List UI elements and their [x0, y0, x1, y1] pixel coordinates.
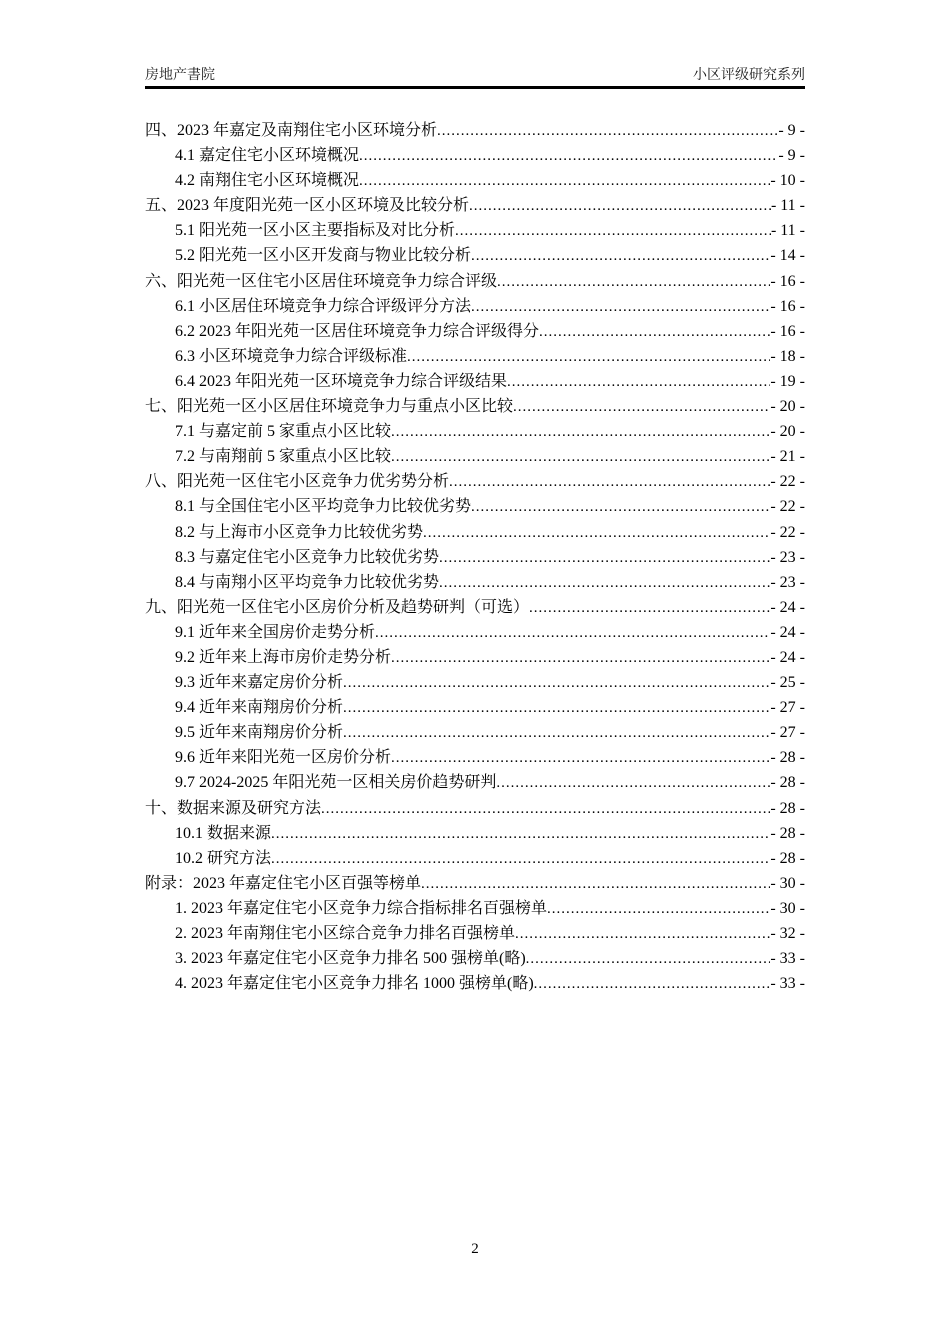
toc-leader-dots	[526, 950, 771, 968]
toc-leader-dots	[407, 348, 770, 366]
toc-entry-page: - 22 -	[770, 473, 805, 491]
toc-entry-title: 五、2023 年度阳光苑一区小区环境及比较分析	[145, 197, 470, 215]
toc-entry-title: 4.2 南翔住宅小区环境概况	[175, 172, 360, 190]
toc-entry-page: - 30 -	[770, 874, 805, 892]
toc-entry-title: 6.2 2023 年阳光苑一区居住环境竞争力综合评级得分	[175, 322, 540, 340]
toc-entry-page: - 18 -	[770, 347, 805, 365]
header-divider	[145, 86, 805, 89]
toc-entry-title: 5.1 阳光苑一区小区主要指标及对比分析	[175, 222, 456, 240]
toc-entry-title: 附录：2023 年嘉定住宅小区百强等榜单	[145, 874, 422, 892]
toc-entry-title: 9.5 近年来南翔房价分析	[175, 724, 344, 742]
toc-entry[interactable]	[145, 343, 805, 368]
running-header	[145, 64, 805, 84]
toc-entry-page: - 9 -	[778, 122, 805, 139]
toc-entry-page: - 28 -	[770, 799, 805, 817]
toc-entry-page: - 25 -	[770, 674, 805, 692]
toc-leader-dots	[391, 649, 770, 667]
toc-leader-dots	[497, 273, 770, 291]
toc-entry-title: 六、阳光苑一区住宅小区居住环境竞争力综合评级	[145, 272, 498, 290]
toc-leader-dots	[449, 473, 770, 491]
toc-entry[interactable]	[145, 744, 805, 769]
toc-entry-page: - 33 -	[770, 975, 805, 993]
toc-entry-title: 6.4 2023 年阳光苑一区环境竞争力综合评级结果	[175, 372, 508, 390]
toc-entry[interactable]	[145, 569, 805, 594]
toc-entry-title: 7.1 与嘉定前 5 家重点小区比较	[175, 423, 392, 441]
toc-entry-title: 4. 2023 年嘉定住宅小区竞争力排名 1000 强榜单(略)	[175, 975, 534, 993]
toc-leader-dots	[539, 323, 770, 341]
toc-leader-dots	[437, 122, 778, 140]
toc-entry-title: 6.3 小区环境竞争力综合评级标准	[175, 347, 408, 365]
toc-entry-title: 6.1 小区居住环境竞争力综合评级评分方法	[175, 297, 472, 315]
toc-entry-page: - 24 -	[770, 598, 805, 616]
toc-entry-title: 四、2023 年嘉定及南翔住宅小区环境分析	[145, 122, 438, 139]
toc-entry[interactable]	[145, 594, 805, 619]
toc-entry-title: 8.3 与嘉定住宅小区竞争力比较优劣势	[175, 548, 440, 566]
toc-entry[interactable]	[145, 393, 805, 418]
toc-entry-page: - 20 -	[770, 398, 805, 416]
toc-leader-dots	[343, 674, 770, 692]
toc-entry-title: 7.2 与南翔前 5 家重点小区比较	[175, 448, 392, 466]
toc-leader-dots	[515, 925, 770, 943]
toc-entry-page: - 21 -	[770, 448, 805, 466]
toc-entry[interactable]	[145, 769, 805, 794]
toc-entry-page: - 33 -	[770, 950, 805, 968]
toc-entry-page: - 19 -	[770, 372, 805, 390]
toc-leader-dots	[375, 624, 770, 642]
toc-entry-title: 10.1 数据来源	[175, 824, 272, 842]
toc-entry-title: 十、数据来源及研究方法	[145, 799, 322, 817]
toc-leader-dots	[534, 975, 771, 993]
toc-entry[interactable]	[145, 870, 805, 895]
toc-entry-page: - 28 -	[770, 774, 805, 792]
toc-leader-dots	[471, 247, 770, 265]
toc-entry-title: 9.3 近年来嘉定房价分析	[175, 674, 344, 692]
toc-entry-page: - 28 -	[770, 824, 805, 842]
toc-leader-dots	[421, 875, 770, 893]
toc-entry-title: 九、阳光苑一区住宅小区房价分析及趋势研判（可选）	[145, 598, 530, 616]
toc-entry-title: 9.1 近年来全国房价走势分析	[175, 623, 376, 641]
toc-entry[interactable]	[145, 443, 805, 468]
toc-leader-dots	[547, 900, 770, 918]
toc-leader-dots	[471, 298, 770, 316]
toc-entry-page: - 11 -	[770, 197, 805, 215]
toc-entry-page: - 28 -	[770, 749, 805, 767]
toc-leader-dots	[359, 147, 778, 165]
toc-entry-title: 1. 2023 年嘉定住宅小区竞争力综合指标排名百强榜单	[175, 899, 548, 917]
toc-entry-page: - 16 -	[770, 272, 805, 290]
toc-entry-page: - 22 -	[770, 498, 805, 516]
toc-entry[interactable]	[145, 669, 805, 694]
toc-entry-page: - 23 -	[770, 548, 805, 566]
toc-entry-page: - 27 -	[770, 699, 805, 717]
toc-leader-dots	[529, 599, 770, 617]
toc-entry-title: 3. 2023 年嘉定住宅小区竞争力排名 500 强榜单(略)	[175, 950, 526, 968]
toc-entry[interactable]	[145, 192, 805, 217]
toc-list	[145, 117, 805, 995]
toc-entry-title: 八、阳光苑一区住宅小区竞争力优劣势分析	[145, 473, 450, 491]
toc-entry[interactable]	[145, 795, 805, 820]
toc-entry-title: 8.1 与全国住宅小区平均竞争力比较优劣势	[175, 498, 472, 516]
toc-entry-page: - 11 -	[770, 222, 805, 240]
toc-entry-page: - 32 -	[770, 925, 805, 942]
toc-leader-dots	[513, 398, 770, 416]
toc-leader-dots	[271, 850, 770, 868]
toc-entry-title: 5.2 阳光苑一区小区开发商与物业比较分析	[175, 247, 472, 265]
toc-leader-dots	[496, 774, 770, 792]
toc-entry[interactable]	[145, 845, 805, 870]
toc-leader-dots	[359, 172, 770, 190]
toc-entry-page: - 24 -	[770, 623, 805, 641]
toc-entry-title: 10.2 研究方法	[175, 849, 272, 867]
toc-entry-page: - 23 -	[770, 573, 805, 591]
toc-entry[interactable]	[145, 644, 805, 669]
toc-entry-page: - 16 -	[770, 297, 805, 315]
toc-entry[interactable]	[145, 268, 805, 293]
toc-entry-title: 2. 2023 年南翔住宅小区综合竞争力排名百强榜单	[175, 925, 516, 942]
toc-leader-dots	[391, 448, 770, 466]
page-number: 2	[471, 1241, 479, 1257]
toc-leader-dots	[391, 749, 770, 767]
toc-entry[interactable]	[145, 920, 805, 945]
toc-entry[interactable]	[145, 418, 805, 443]
page-footer	[0, 1241, 950, 1258]
toc-entry-title: 9.2 近年来上海市房价走势分析	[175, 648, 392, 666]
toc-leader-dots	[271, 825, 770, 843]
header-left-text: 房地产書院	[145, 66, 215, 82]
header-right-text: 小区评级研究系列	[693, 66, 805, 82]
toc-entry[interactable]	[145, 242, 805, 267]
toc-entry-page: - 28 -	[770, 849, 805, 867]
toc-entry-title: 9.6 近年来阳光苑一区房价分析	[175, 749, 392, 767]
toc-entry[interactable]	[145, 493, 805, 518]
toc-entry[interactable]	[145, 293, 805, 318]
toc-leader-dots	[469, 197, 771, 215]
toc-leader-dots	[439, 549, 770, 567]
toc-entry[interactable]	[145, 167, 805, 192]
toc-leader-dots	[343, 724, 770, 742]
toc-entry-title: 9.7 2024-2025 年阳光苑一区相关房价趋势研判	[175, 774, 497, 792]
toc-leader-dots	[391, 423, 770, 441]
toc-leader-dots	[321, 800, 770, 818]
toc-entry[interactable]	[145, 619, 805, 644]
toc-entry-page: - 30 -	[770, 899, 805, 917]
toc-entry[interactable]	[145, 970, 805, 995]
toc-leader-dots	[471, 498, 770, 516]
toc-leader-dots	[423, 524, 770, 542]
toc-entry-title: 8.4 与南翔小区平均竞争力比较优劣势	[175, 573, 440, 591]
toc-entry[interactable]	[145, 895, 805, 920]
toc-entry[interactable]	[145, 694, 805, 719]
toc-entry-page: - 14 -	[770, 247, 805, 265]
toc-entry-title: 9.4 近年来南翔房价分析	[175, 699, 344, 717]
toc-entry[interactable]	[145, 368, 805, 393]
toc-entry-title: 8.2 与上海市小区竞争力比较优劣势	[175, 523, 424, 541]
toc-leader-dots	[455, 222, 771, 240]
toc-entry[interactable]	[145, 945, 805, 970]
toc-entry[interactable]	[145, 142, 805, 167]
toc-leader-dots	[343, 699, 770, 717]
toc-entry-page: - 16 -	[770, 322, 805, 340]
toc-leader-dots	[507, 373, 770, 391]
toc-entry[interactable]	[145, 318, 805, 343]
toc-entry[interactable]	[145, 820, 805, 845]
toc-entry[interactable]	[145, 544, 805, 569]
toc-entry-title: 七、阳光苑一区小区居住环境竞争力与重点小区比较	[145, 398, 514, 416]
toc-entry[interactable]	[145, 519, 805, 544]
toc-entry[interactable]	[145, 117, 805, 142]
toc-entry-title: 4.1 嘉定住宅小区环境概况	[175, 147, 360, 165]
toc-entry-page: - 9 -	[778, 147, 805, 165]
toc-entry[interactable]	[145, 719, 805, 744]
toc-entry-page: - 24 -	[770, 648, 805, 666]
toc-entry-page: - 22 -	[770, 523, 805, 541]
toc-entry-page: - 10 -	[770, 172, 805, 190]
toc-leader-dots	[439, 574, 770, 592]
toc-entry[interactable]	[145, 217, 805, 242]
toc-entry[interactable]	[145, 468, 805, 493]
toc-entry-page: - 27 -	[770, 724, 805, 742]
toc-entry-page: - 20 -	[770, 423, 805, 441]
